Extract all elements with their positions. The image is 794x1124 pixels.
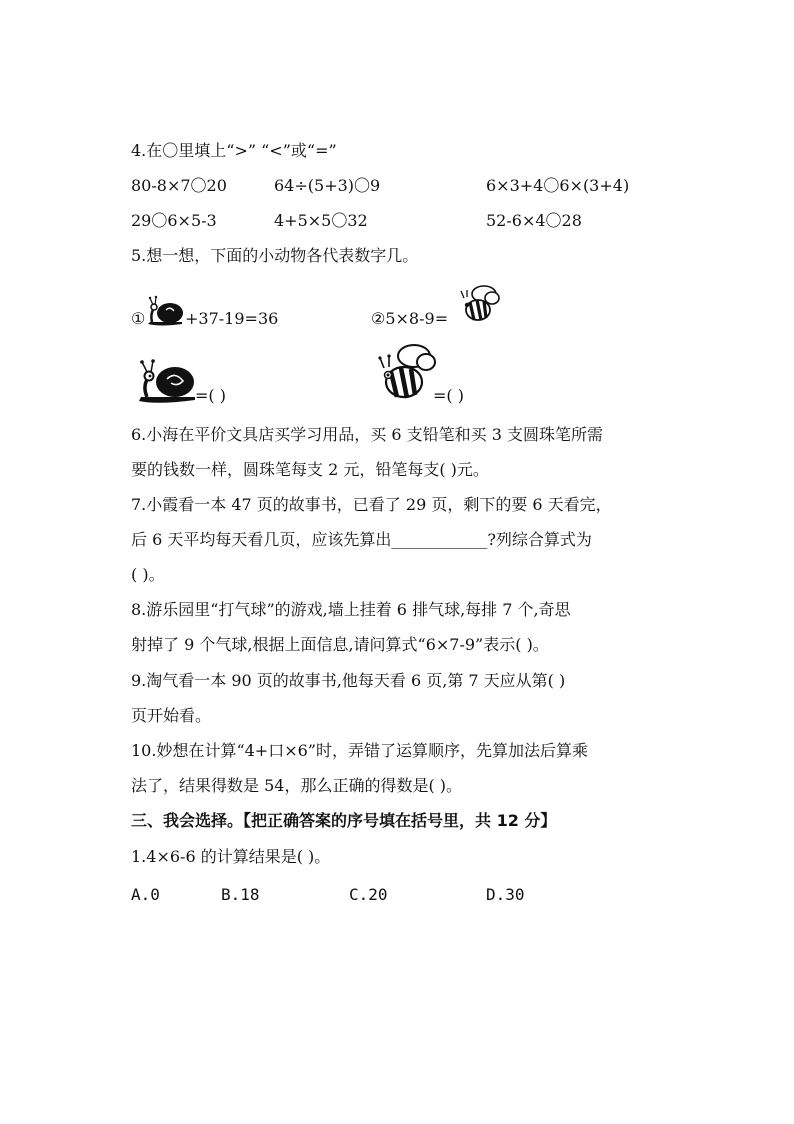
q4-expr-3: 6×3+4〇6×(3+4) — [486, 176, 630, 195]
q10-line-1: 10.妙想在计算“4+口×6”时，弄错了运算顺序，先算加法后算乘 — [131, 741, 588, 760]
bee-icon — [458, 284, 500, 324]
section-3-title: 三、我会选择。【把正确答案的序号填在括号里，共 12 分】 — [131, 811, 557, 830]
q5-answer-bee[interactable]: =( ) — [433, 386, 464, 405]
snail-icon — [137, 357, 197, 405]
q4-expr-5: 4+5×5〇32 — [274, 211, 368, 230]
q4-title: 4.在〇里填上“>” “<”或“=” — [131, 141, 337, 160]
q5-eq1-number: ① — [131, 309, 146, 328]
q4-expr-2: 64÷(5+3)〇9 — [274, 176, 381, 195]
s3-q1-option-d[interactable]: D.30 — [486, 885, 525, 904]
s3-q1-option-c[interactable]: C.20 — [349, 885, 388, 904]
q5-eq2: ②5×8-9= — [371, 309, 449, 328]
q5-title: 5.想一想，下面的小动物各代表数字几。 — [131, 246, 419, 265]
q10-line-2: 法了，结果得数是 54，那么正确的得数是( )。 — [131, 776, 463, 795]
s3-q1-option-a[interactable]: A.0 — [131, 885, 160, 904]
q9-line-1: 9.淘气看一本 90 页的故事书,他每天看 6 页,第 7 天应从第( ) — [131, 671, 566, 690]
q7-line-1: 7.小霞看一本 47 页的故事书，已看了 29 页，剩下的要 6 天看完， — [131, 495, 612, 514]
q4-expr-4: 29〇6×5-3 — [131, 211, 217, 230]
q6-line-1: 6.小海在平价文具店买学习用品，买 6 支铅笔和买 3 支圆珠笔所需 — [131, 425, 603, 444]
q7-line-3: ( )。 — [131, 565, 165, 584]
q9-line-2: 页开始看。 — [131, 706, 212, 725]
q7-line-2: 后 6 天平均每天看几页，应该先算出____________?列综合算式为 — [131, 530, 592, 549]
q8-line-1: 8.游乐园里“打气球”的游戏,墙上挂着 6 排气球,每排 7 个,奇思 — [131, 600, 571, 619]
q5-answer-snail[interactable]: =( ) — [195, 386, 226, 405]
q6-line-2: 要的钱数一样，圆珠笔每支 2 元，铅笔每支( )元。 — [131, 460, 489, 479]
bee-icon — [376, 342, 438, 404]
q4-expr-6: 52-6×4〇28 — [486, 211, 582, 230]
q5-eq1: +37-19=36 — [185, 309, 279, 328]
s3-q1-option-b[interactable]: B.18 — [221, 885, 260, 904]
snail-icon — [146, 294, 186, 328]
q4-expr-1: 80-8×7〇20 — [131, 176, 227, 195]
q8-line-2: 射掉了 9 个气球,根据上面信息,请问算式“6×7-9”表示( )。 — [131, 635, 549, 654]
s3-q1-stem: 1.4×6-6 的计算结果是( )。 — [131, 847, 331, 866]
